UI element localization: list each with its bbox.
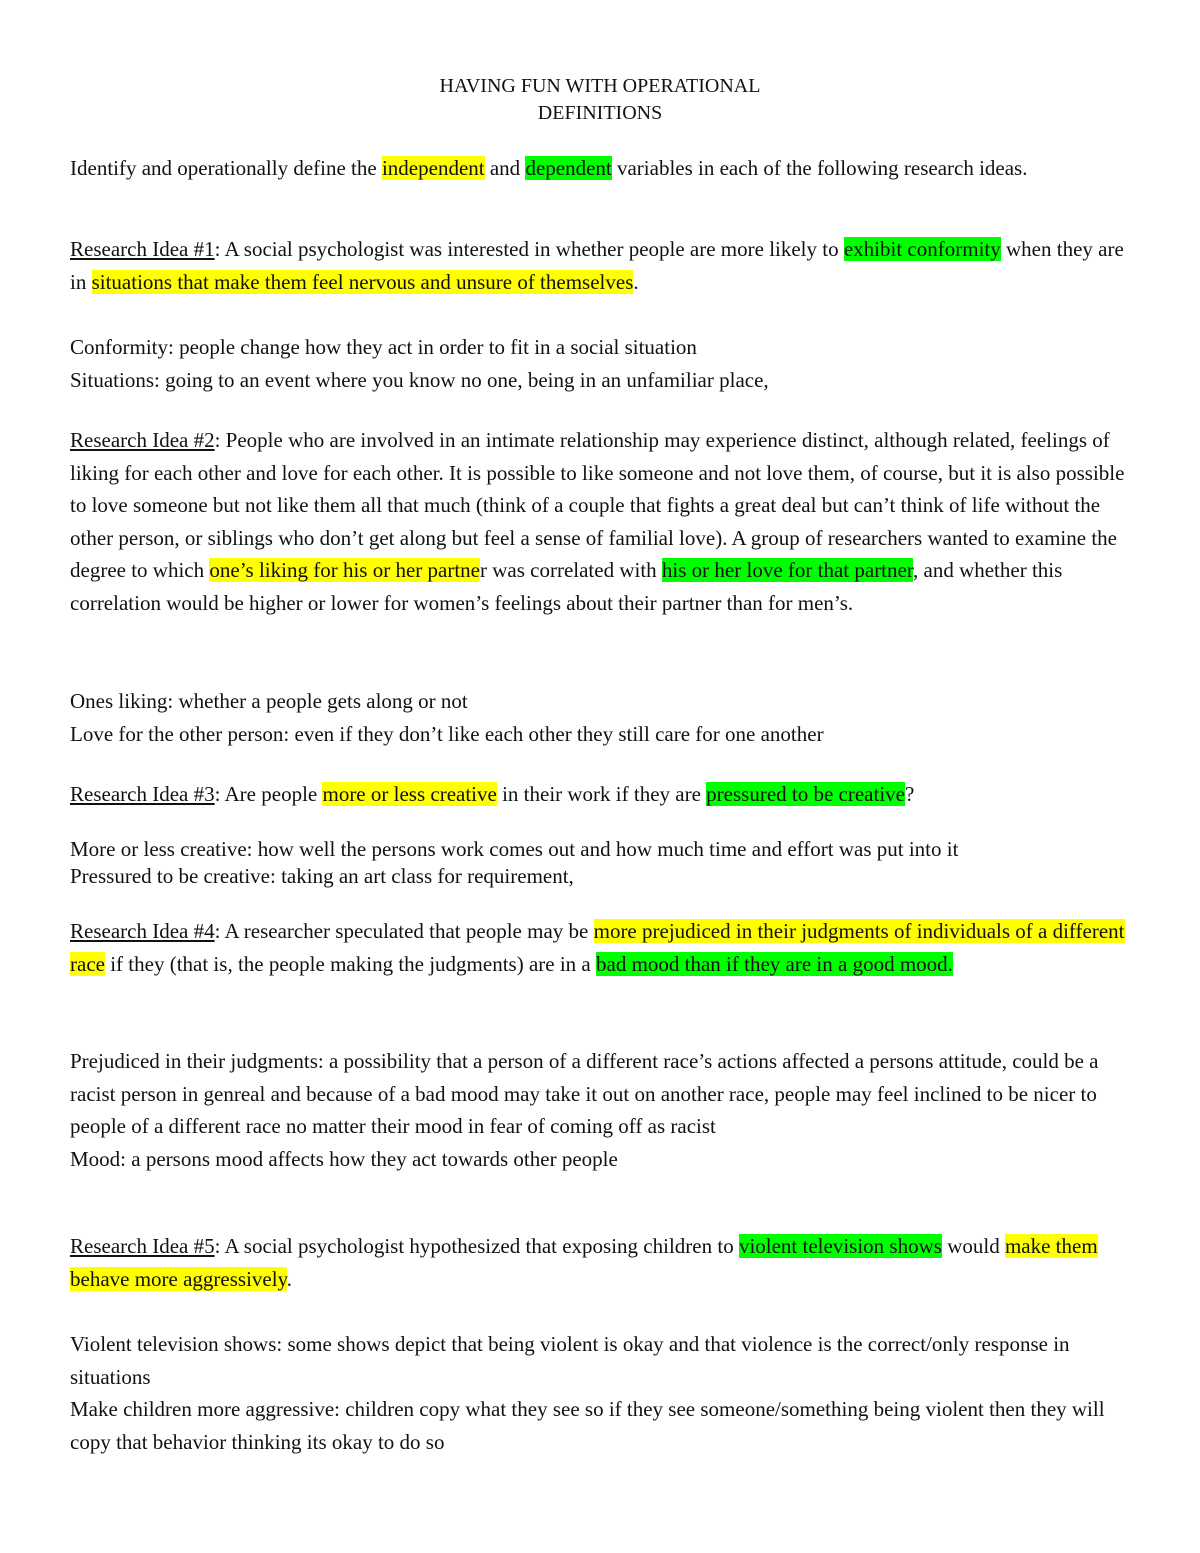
research-idea-5-answers [70,1328,1140,1458]
research-idea-2 [70,424,1140,619]
independent-highlight: independent [381,156,485,180]
answer-line: Mood: a persons mood affects how they act towards other people [70,1146,618,1171]
idea-text: when they are in [70,237,1124,294]
idea-text: : A researcher speculated that people may be [214,919,594,943]
dependent-highlight: dependent [525,156,612,180]
dependent-variable-highlight: his or her love for that partner [661,558,913,582]
research-idea-2-answers [70,685,1140,750]
answer-line: More or less creative: how well the persons work comes out and how much time and effort was put into it [70,837,959,861]
idea-text: ? [905,782,915,806]
answer-line: Love for the other person: even if they don’t like each other they still care for one another [70,721,824,746]
answer-line: Violent television shows: some shows depict that being violent is okay and that violence is the correct/only response in situations [70,1332,1070,1389]
research-idea-1-answers [70,331,1140,396]
research-idea-2-label: Research Idea #2 [70,428,215,452]
independent-variable-highlight: more prejudiced in their judgments of individuals of a different race [70,919,1125,976]
document-title [0,73,1200,127]
idea-text: . [286,1266,292,1291]
independent-variable-highlight: situations that make them feel nervous and unsure of themselves [91,269,634,294]
title-line-1: HAVING FUN WITH OPERATIONAL [439,75,761,97]
idea-text: r was correlated with [479,558,662,582]
idea-text: : A social psychologist hypothesized that exposing children to [214,1234,739,1258]
answer-line: Prejudiced in their judgments: a possibility that a person of a different race’s actions affected a persons attitude, could be a racist person in genreal and because of a bad mood may take it out on another race, people may feel inclined to be nicer to people of a different race no matter their mood in fear of coming off as racist [70,1049,1099,1138]
dependent-variable-highlight: pressured to be creative [706,782,905,806]
answer-line: Ones liking: whether a people gets along or not [70,689,468,713]
independent-variable-highlight: more or less creative [322,782,497,806]
title-line-2: DEFINITIONS [537,102,663,124]
dependent-variable-highlight: exhibit conformity [843,237,1001,261]
instructions-paragraph [70,152,1140,185]
answer-line: Situations: going to an event where you know no one, being in an unfamiliar place, [70,367,769,392]
answer-line: Conformity: people change how they act in order to fit in a social situation [70,335,697,359]
research-idea-3-label: Research Idea #3 [70,782,215,806]
independent-variable-highlight: violent television shows [738,1234,942,1258]
research-idea-5-label: Research Idea #5 [70,1234,215,1258]
idea-text: : People who are involved in an intimate relationship may experience distinct, although related, feelings of liking for each other and love for each other. It is possible to like someone and not love them, of course, but it is also possible to love someone but not like them all that much (think of a couple that fights a great deal but can’t think of life without the other person, or siblings who don’t get along but feel a sense of familial love). A group of researchers wanted to examine the degree to which [70,428,1125,582]
idea-text: would [941,1234,1005,1258]
intro-text: variables in each of the following research ideas. [611,156,1028,180]
independent-variable-highlight: one’s liking for his or her partne [209,558,480,582]
dependent-variable-highlight: make them behave more aggressively [70,1234,1098,1291]
dependent-variable-highlight: bad mood than if they are in a good mood. [596,951,953,976]
research-idea-4-answers [70,1045,1140,1175]
idea-text: if they (that is, the people making the judgments) are in a [104,951,596,976]
answer-line: Pressured to be creative: taking an art class for requirement, [70,864,574,888]
idea-text: : A social psychologist was interested in whether people are more likely to [214,237,844,261]
intro-text: Identify and operationally define the [70,156,382,180]
research-idea-1 [70,233,1140,298]
intro-text: and [484,156,526,180]
idea-text: : Are people [214,782,323,806]
research-idea-1-label: Research Idea #1 [70,237,215,261]
research-idea-3 [70,778,1140,811]
idea-text: , and whether this correlation would be higher or lower for women’s feelings about their partner than for men’s. [70,558,1063,615]
answer-line: Make children more aggressive: children copy what they see so if they see someone/something being violent then they will copy that behavior thinking its okay to do so [70,1397,1105,1454]
idea-text: . [633,269,639,294]
research-idea-4 [70,915,1140,980]
research-idea-3-answers [70,836,1140,890]
idea-text: in their work if they are [496,782,707,806]
research-idea-4-label: Research Idea #4 [70,919,215,943]
research-idea-5 [70,1230,1140,1295]
